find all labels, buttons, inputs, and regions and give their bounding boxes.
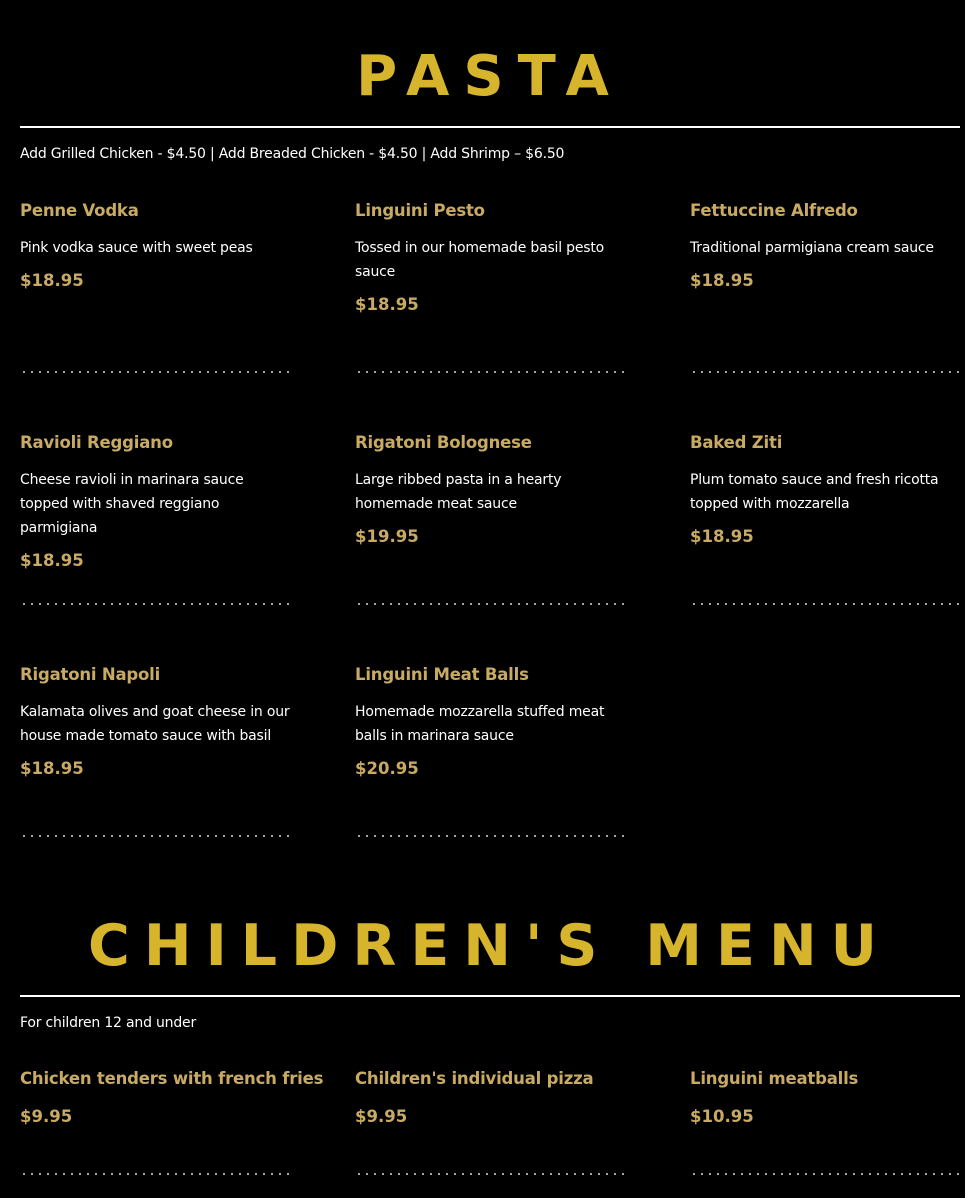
menu-item-price: $18.95 (20, 551, 84, 570)
dotted-separator (690, 371, 960, 373)
menu-item-name: Ravioli Reggiano (20, 433, 173, 452)
dotted-separator (355, 371, 625, 373)
pasta-section-title: PASTA (356, 44, 623, 109)
pasta-add-ons-note: Add Grilled Chicken - $4.50 | Add Breaded Chicken - $4.50 | Add Shrimp – $6.50 (20, 146, 565, 162)
menu-item-description: Traditional parmigiana cream sauce (690, 240, 934, 256)
menu-item (20, 664, 295, 780)
menu-item-name: Children's individual pizza (355, 1069, 594, 1088)
menu-item-price: $18.95 (690, 527, 754, 546)
menu-item-name: Baked Ziti (690, 433, 783, 452)
menu-item-description: Tossed in our homemade basil pesto sauce (355, 240, 605, 280)
dotted-separator (20, 1173, 290, 1175)
dotted-separator (20, 603, 290, 605)
menu-item-description: Cheese ravioli in marinara sauce topped with shaved reggiano parmigiana (20, 472, 244, 536)
menu-item (690, 432, 965, 548)
dotted-separator (690, 603, 960, 605)
menu-item (20, 432, 295, 572)
menu-item-name: Linguini Meat Balls (355, 665, 529, 684)
childrens-menu-title-divider (20, 995, 960, 997)
menu-item-description: Pink vodka sauce with sweet peas (20, 240, 253, 256)
dotted-separator (355, 603, 625, 605)
menu-item-price: $18.95 (20, 759, 84, 778)
menu-item-name: Rigatoni Bolognese (355, 433, 532, 452)
menu-item-name: Fettuccine Alfredo (690, 201, 858, 220)
menu-item-price: $9.95 (20, 1107, 73, 1126)
menu-item-description: Plum tomato sauce and fresh ricotta topped with mozzarella (690, 472, 939, 512)
dotted-separator (355, 835, 625, 837)
menu-item (20, 200, 295, 292)
menu-item-price: $18.95 (355, 295, 419, 314)
menu-item-price: $18.95 (20, 271, 84, 290)
menu-item (690, 1068, 965, 1128)
menu-item (355, 200, 630, 316)
menu-item (20, 1068, 324, 1128)
menu-item-name: Linguini Pesto (355, 201, 485, 220)
menu-item (355, 664, 630, 780)
menu-item-description: Kalamata olives and goat cheese in our house made tomato sauce with basil (20, 704, 290, 744)
menu-item (355, 1068, 630, 1128)
menu-item (355, 432, 630, 548)
menu-item-price: $19.95 (355, 527, 419, 546)
pasta-title-divider (20, 126, 960, 128)
menu-item-price: $9.95 (355, 1107, 408, 1126)
menu-item-name: Penne Vodka (20, 201, 139, 220)
menu-item-name: Rigatoni Napoli (20, 665, 161, 684)
childrens-menu-note: For children 12 and under (20, 1015, 197, 1031)
menu-item-description: Large ribbed pasta in a hearty homemade meat sauce (355, 472, 562, 512)
dotted-separator (690, 1173, 960, 1175)
menu-item (690, 200, 965, 292)
dotted-separator (20, 371, 290, 373)
dotted-separator (355, 1173, 625, 1175)
menu-item-description: Homemade mozzarella stuffed meat balls in marinara sauce (355, 704, 605, 744)
dotted-separator (20, 835, 290, 837)
menu-item-price: $20.95 (355, 759, 419, 778)
menu-item-name: Linguini meatballs (690, 1069, 859, 1088)
menu-item-price: $18.95 (690, 271, 754, 290)
childrens-menu-section-title: CHILDREN'S MENU (88, 913, 891, 979)
menu-item-name: Chicken tenders with french fries (20, 1069, 324, 1088)
menu-item-price: $10.95 (690, 1107, 754, 1126)
